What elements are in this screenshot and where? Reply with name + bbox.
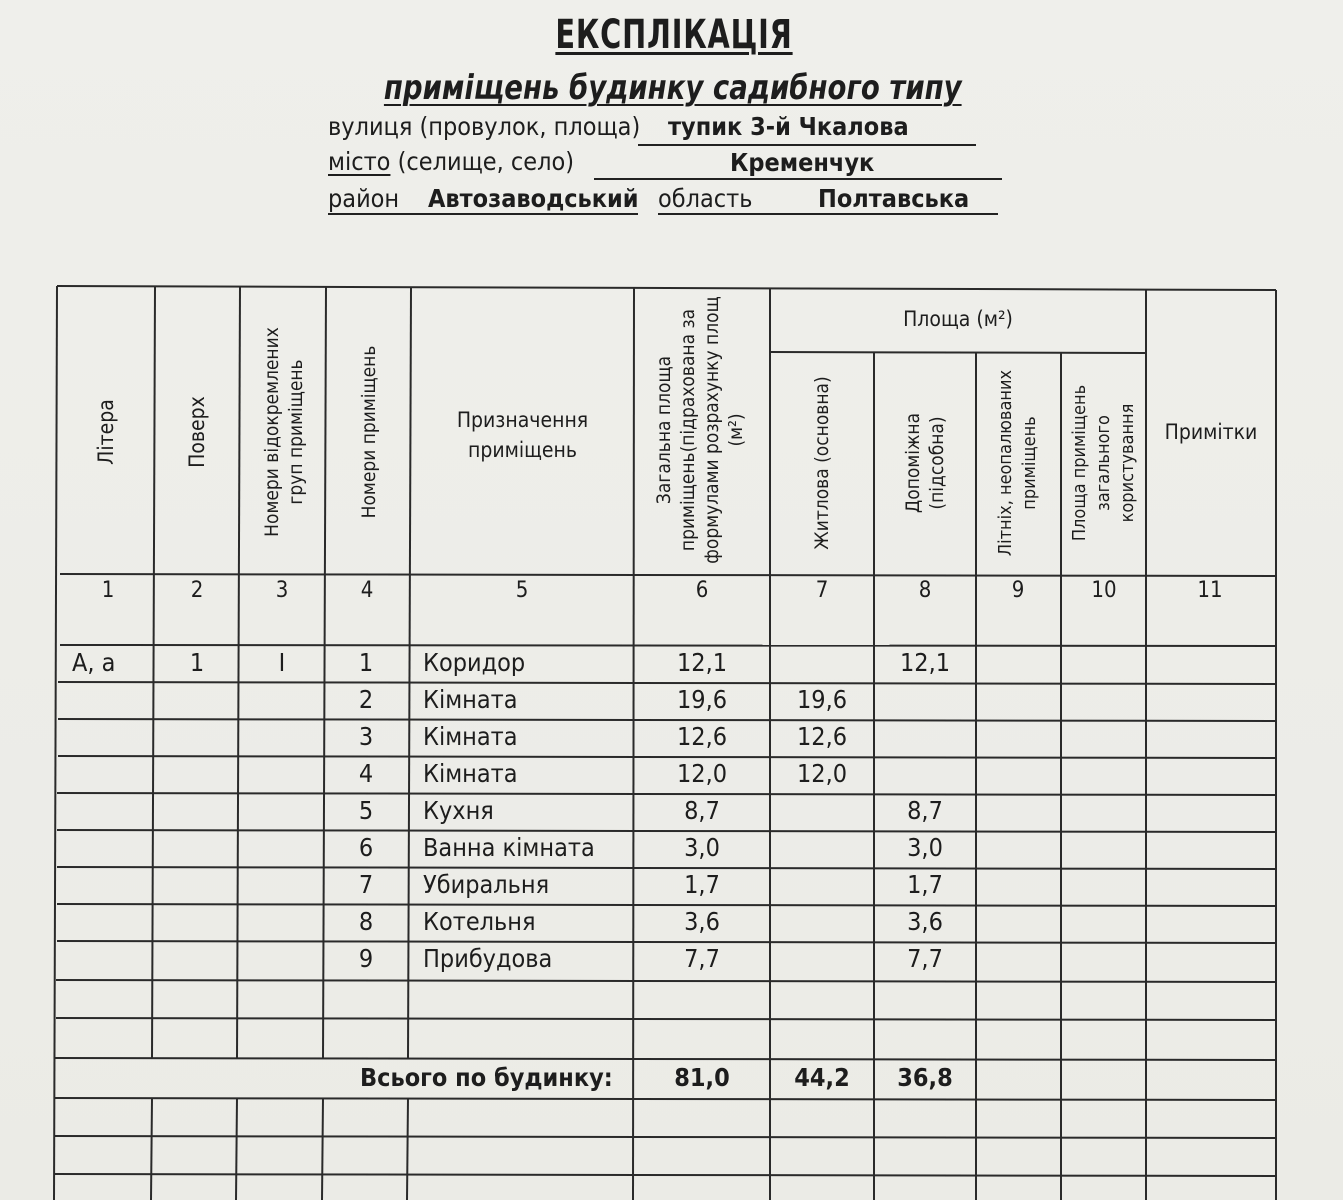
room-number: 8 xyxy=(358,907,374,936)
header-room-numbers: Номери приміщень xyxy=(358,345,380,519)
header-litera: Літера xyxy=(94,399,118,465)
column-number: 10 xyxy=(1091,578,1117,603)
room-number: 4 xyxy=(358,759,374,788)
totals-auxiliary-area: 36,8 xyxy=(897,1063,953,1092)
room-total-area: 12,0 xyxy=(676,759,728,788)
room-total-area: 3,0 xyxy=(684,833,720,862)
room-purpose: Убиральня xyxy=(423,870,550,899)
city-label-rest: (селище, село) xyxy=(397,147,575,176)
room-purpose: Котельня xyxy=(423,907,536,936)
totals-total-area: 81,0 xyxy=(674,1063,730,1092)
room-purpose: Кімната xyxy=(423,722,518,751)
room-purpose: Кімната xyxy=(423,685,518,714)
room-number: 2 xyxy=(358,685,374,714)
room-number: 9 xyxy=(358,944,374,973)
room-total-area: 1,7 xyxy=(684,870,720,899)
column-number: 6 xyxy=(695,578,709,603)
totals-label: Всього по будинку: xyxy=(360,1063,613,1092)
header-common: Площа приміщень загального користування xyxy=(1069,384,1138,542)
room-number: 3 xyxy=(358,722,374,751)
room-auxiliary-area: 3,0 xyxy=(907,833,943,862)
room-auxiliary-area: 7,7 xyxy=(907,944,943,973)
region-value: Полтавська xyxy=(818,184,970,213)
document-subtitle: приміщень будинку садибного типу xyxy=(383,68,962,108)
column-number: 5 xyxy=(515,578,529,603)
litera-value: А, а xyxy=(72,648,116,677)
header-group-numbers: Номери відокремлених груп приміщень xyxy=(261,327,307,537)
totals-living-area: 44,2 xyxy=(794,1063,850,1092)
room-purpose: Кімната xyxy=(423,759,518,788)
room-total-area: 7,7 xyxy=(684,944,720,973)
header-summer: Літніх, неопалюваних приміщень xyxy=(995,369,1040,557)
room-number: 7 xyxy=(358,870,374,899)
room-living-area: 19,6 xyxy=(796,685,848,714)
district-value: Автозаводський xyxy=(428,184,639,213)
column-number: 4 xyxy=(360,578,374,603)
group-value: І xyxy=(278,648,286,677)
room-total-area: 8,7 xyxy=(684,796,720,825)
room-auxiliary-area: 1,7 xyxy=(907,870,943,899)
column-number: 9 xyxy=(1011,578,1025,603)
room-total-area: 19,6 xyxy=(676,685,728,714)
room-number: 5 xyxy=(358,796,374,825)
header-notes: Примітки xyxy=(1164,420,1258,444)
header-living: Житлова (основна) xyxy=(811,376,833,550)
room-total-area: 12,1 xyxy=(676,648,728,677)
floor-value: 1 xyxy=(189,648,205,677)
street-value: тупик 3-й Чкалова xyxy=(668,112,909,141)
column-number: 7 xyxy=(815,578,829,603)
city-value: Кременчук xyxy=(730,148,875,177)
region-label: область xyxy=(658,184,753,213)
header-purpose: Призначення приміщень xyxy=(456,408,589,462)
room-living-area: 12,0 xyxy=(796,759,848,788)
room-number: 6 xyxy=(358,833,374,862)
room-auxiliary-area: 8,7 xyxy=(907,796,943,825)
header-auxiliary: Допоміжна (підсобна) xyxy=(902,412,948,514)
room-auxiliary-area: 3,6 xyxy=(907,907,943,936)
room-total-area: 3,6 xyxy=(684,907,720,936)
room-auxiliary-area: 12,1 xyxy=(899,648,951,677)
room-purpose: Коридор xyxy=(423,648,526,677)
street-label: вулиця (провулок, площа) xyxy=(328,112,641,141)
column-number: 2 xyxy=(190,578,204,603)
header-poverkh: Поверх xyxy=(185,396,209,468)
column-number: 11 xyxy=(1197,578,1223,603)
room-living-area: 12,6 xyxy=(796,722,848,751)
column-number: 3 xyxy=(275,578,289,603)
city-label-bold: місто xyxy=(328,147,391,176)
column-number: 8 xyxy=(918,578,932,603)
header-area-group: Площа (м²) xyxy=(903,307,1013,331)
header-total-area: Загальна площа приміщень(підрахована за формулами розрахунку площ (м²) xyxy=(653,296,747,564)
room-number: 1 xyxy=(358,648,374,677)
column-number: 1 xyxy=(101,578,115,603)
room-purpose: Прибудова xyxy=(423,944,553,973)
district-label: район xyxy=(328,184,400,213)
room-purpose: Кухня xyxy=(423,796,494,825)
document-title: ЕКСПЛІКАЦІЯ xyxy=(555,12,793,58)
room-purpose: Ванна кімната xyxy=(423,833,595,862)
room-total-area: 12,6 xyxy=(676,722,728,751)
